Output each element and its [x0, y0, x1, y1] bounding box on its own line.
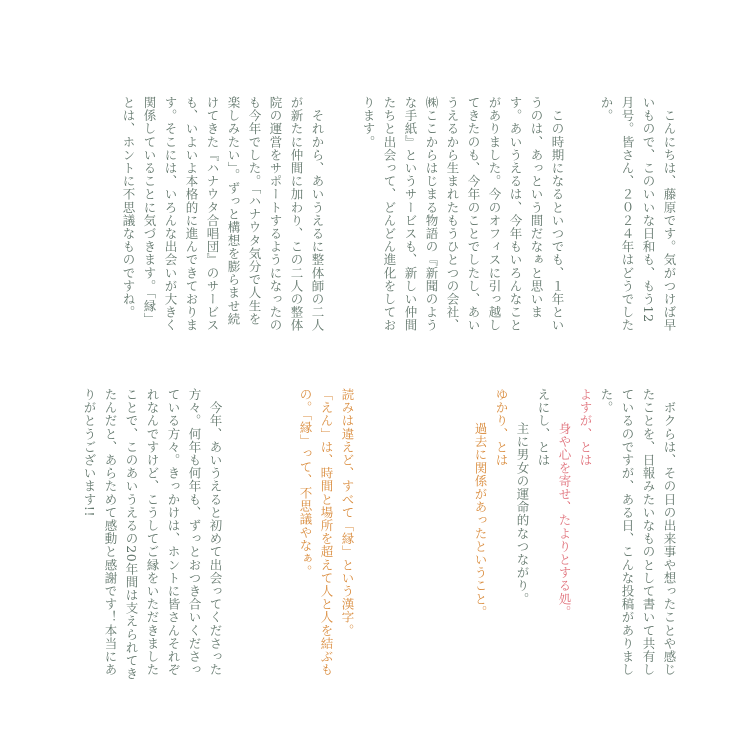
year-review-paragraph — [356, 96, 568, 334]
new-members-paragraph — [88, 96, 328, 334]
greeting-paragraph — [594, 96, 680, 334]
en-kanji-section — [238, 388, 358, 688]
greeting-text: こんにちは、藤原です。気がつけば早いもので、このいいな日和も、もう12月号。皆さん、２０２４年はどうでしたか。 — [599, 96, 677, 332]
definitions-section — [374, 388, 680, 688]
yukari-title: ゆかり、とは — [494, 388, 509, 467]
yosuga-definition: 身や心を寄せ、たよりとする処。 — [557, 422, 572, 619]
closing-text: 今年、あいうえると初めて出会ってくださった方々。何年も何年も、ずっとおつき合いくださっている方々。きっかけは、ホントに皆さんそれぞれなんですけど、こうしてご縁をいただきましたことで、このあいうえるの20年間は支えられてきたんだと、あらためて感動と感謝です！本当にありがとうございます!! — [82, 388, 223, 681]
en-kanji-line: 読みは違えど、すべて「縁」という漢字。 — [340, 388, 355, 637]
closing-paragraph — [80, 388, 226, 688]
enishi-definition: 主に男女の運命的なつながり。 — [515, 422, 530, 606]
year-review-text: この時期になるといつでも、１年というのは、あっという間だなぁと思います。あいうえるは、今年もいろんなことがありました。今のオフィスに引っ越してきたのも、今年のことでしたし、あいうえるから生まれたもうひとつの会社、㈱ここからはじまる物語の『新聞のような手紙』というサービスも、新しい仲間たちと出会って、どんどん進化をしております。 — [361, 96, 565, 332]
en-meaning-line: 「えん」は、時間と場所を超えて人と人を結ぶもの。「縁」って、不思議やなぁ。 — [298, 388, 334, 677]
yosuga-title: よすが、とは — [578, 388, 593, 467]
yukari-definition: 過去に関係があったということ。 — [473, 422, 488, 619]
new-members-text: それから、あいうえるに整体師の二人が新たに仲間に加わり、この二人の整体院の運営をサポートするようになったのも今年でした。「ハナウタ気分で人生を楽しみたい」。ずっと構想を膨らませ続けてきた『ハナウタ合唱団』のサービスも、いよいよ本格的に進んできております。そこには、いろんな出会いが大きく関係していることに気づきます。「縁」とは、ホントに不思議なものですね。 — [121, 96, 325, 332]
intro-text: ボクらは、その日の出来事や想ったことや感じたことを、日報みたいなものとして書いて共有しているのですが、ある日、こんな投稿がありました。 — [599, 388, 677, 677]
enishi-title: えにし、とは — [536, 388, 551, 467]
